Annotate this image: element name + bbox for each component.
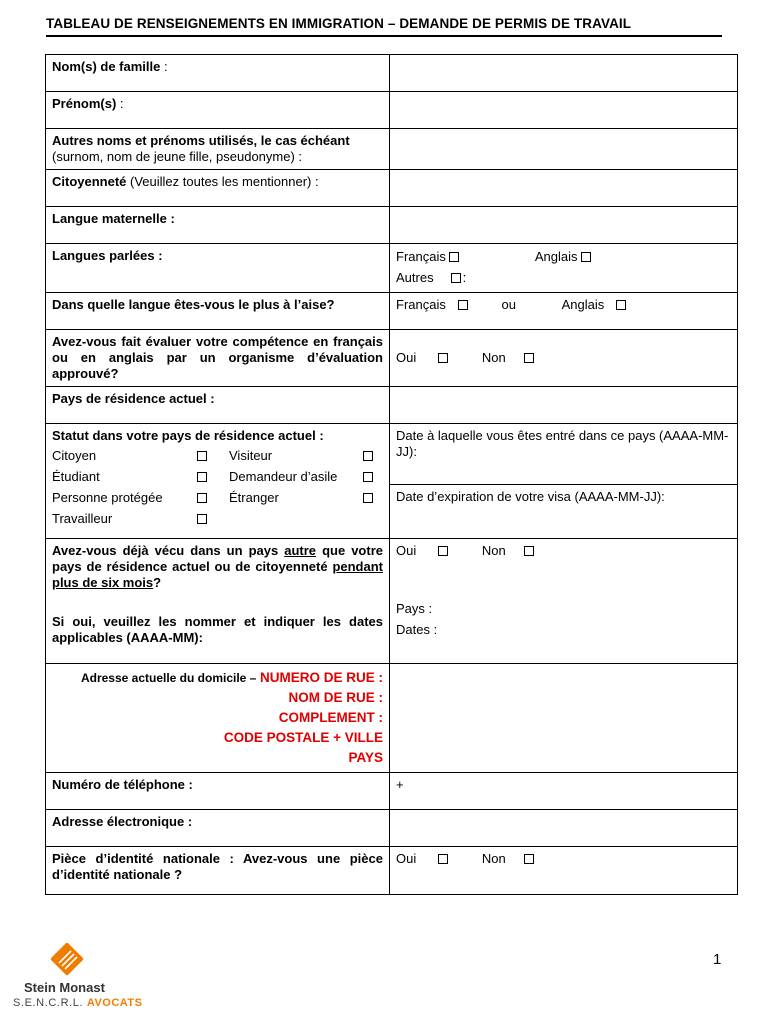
table-row [46, 810, 738, 847]
table-row [46, 170, 738, 207]
label-telephone: Numéro de téléphone : [46, 773, 390, 810]
label-pays-residence: Pays de résidence actuel : [46, 387, 390, 424]
stein-monast-logo [12, 940, 143, 1015]
date-visa-field[interactable] [390, 485, 738, 539]
statut-visiteur-label: Visiteur [229, 448, 273, 463]
non-label: Non [481, 851, 506, 866]
pays-field[interactable]: Pays : [396, 601, 433, 616]
label-vecu: Avez-vous déjà vécu dans un pays autre que votre pays de résidence actuel ou de citoyenneté pendant plus de six mois? [52, 543, 383, 590]
label-evaluation: Avez-vous fait évaluer votre compétence en français ou en anglais par un organisme d’évaluation approuvé? [46, 330, 390, 387]
adresse-cell [46, 664, 390, 773]
input-prenom[interactable] [390, 92, 738, 129]
checkbox-anglais-aise[interactable] [616, 300, 626, 310]
label-email: Adresse électronique : [46, 810, 390, 847]
checkbox-personne-protegee[interactable] [194, 488, 207, 508]
option-autres-label: Autres [396, 269, 434, 285]
adresse-line-numero: NUMERO DE RUE : [259, 670, 383, 685]
label-adresse: Adresse actuelle du domicile – [80, 671, 257, 685]
label-statut: Statut dans votre pays de résidence actuel : [52, 428, 324, 443]
checkbox-oui-piece[interactable] [438, 854, 448, 864]
input-pays-residence[interactable] [390, 387, 738, 424]
table-row [46, 293, 738, 330]
checkbox-non-vecu[interactable] [524, 546, 534, 556]
date-visa-label: Date d’expiration de votre visa (AAAA-MM-JJ): [396, 489, 665, 504]
oui-label: Oui [396, 350, 417, 365]
table-row [46, 55, 738, 92]
logo-mark-icon [50, 942, 84, 976]
checkbox-visiteur[interactable] [360, 446, 373, 466]
input-langue-maternelle[interactable] [390, 207, 738, 244]
option-anglais-label: Anglais [561, 297, 605, 312]
logo-name: Stein Monast [24, 980, 105, 995]
table-row [46, 244, 738, 293]
adresse-line-code-postal: CODE POSTALE + VILLE [223, 730, 383, 745]
statut-citoyen-label: Citoyen [52, 448, 97, 463]
separator-ou: ou [501, 297, 516, 312]
langue-aise-options [390, 293, 738, 330]
evaluation-options [390, 330, 738, 387]
immigration-form-table [45, 54, 738, 895]
checkbox-anglais[interactable] [581, 252, 591, 262]
dates-field[interactable]: Dates : [396, 622, 438, 637]
label-langue-aise: Dans quelle langue êtes-vous le plus à l’aise? [46, 293, 390, 330]
input-telephone[interactable] [390, 773, 738, 810]
checkbox-non-piece[interactable] [524, 854, 534, 864]
input-nom-de-famille[interactable] [390, 55, 738, 92]
table-row [46, 664, 738, 773]
statut-etudiant-label: Étudiant [52, 469, 100, 484]
input-adresse[interactable] [390, 664, 738, 773]
option-anglais-label: Anglais [534, 248, 578, 264]
table-row [46, 539, 738, 664]
vecu-answer-cell [390, 539, 738, 664]
option-francais-label: Français [396, 248, 446, 264]
label-langues-parlees: Langues parlées : [46, 244, 390, 293]
logo-subtitle: S.E.N.C.R.L. AVOCATS [13, 997, 143, 1009]
checkbox-autres[interactable] [451, 273, 461, 283]
label-si-oui: Si oui, veuillez les nommer et indiquer les dates applicables (AAAA-MM): [52, 614, 383, 645]
input-autres-noms[interactable] [390, 129, 738, 170]
table-row [46, 207, 738, 244]
checkbox-travailleur[interactable] [194, 509, 207, 529]
date-entree-field[interactable] [390, 424, 738, 485]
adresse-line-complement: COMPLEMENT : [278, 710, 383, 725]
checkbox-francais-aise[interactable] [458, 300, 468, 310]
label-prenom: Prénom(s) : [46, 92, 390, 129]
statut-demandeur-asile-label: Demandeur d’asile [229, 469, 338, 484]
table-row [46, 424, 738, 485]
checkbox-citoyen[interactable] [194, 446, 207, 466]
non-label: Non [481, 350, 506, 365]
table-row [46, 773, 738, 810]
vecu-cell [46, 539, 390, 664]
date-entree-label: Date à laquelle vous êtes entré dans ce pays (AAAA-MM-JJ): [396, 428, 729, 459]
statut-cell [46, 424, 390, 539]
checkbox-non-evaluation[interactable] [524, 353, 534, 363]
piece-identite-options [390, 847, 738, 895]
telephone-prefix: + [396, 777, 404, 792]
page-number: 1 [713, 951, 722, 968]
label-nom-de-famille: Nom(s) de famille : [46, 55, 390, 92]
option-francais-label: Français [396, 297, 446, 312]
adresse-line-pays: PAYS [348, 750, 383, 765]
table-row [46, 847, 738, 895]
page-title: TABLEAU DE RENSEIGNEMENTS EN IMMIGRATION – DEMANDE DE PERMIS DE TRAVAIL [46, 16, 722, 37]
input-email[interactable] [390, 810, 738, 847]
label-autres-noms: Autres noms et prénoms utilisés, le cas échéant (surnom, nom de jeune fille, pseudonyme) : [46, 129, 390, 170]
langues-parlees-options [390, 244, 738, 293]
checkbox-etranger[interactable] [360, 488, 373, 508]
autres-colon: : [462, 269, 467, 285]
statut-personne-protegee-label: Personne protégée [52, 490, 163, 505]
table-row [46, 387, 738, 424]
checkbox-oui-vecu[interactable] [438, 546, 448, 556]
input-citoyennete[interactable] [390, 170, 738, 207]
table-row [46, 330, 738, 387]
table-row [46, 92, 738, 129]
label-piece-identite: Pièce d’identité nationale : Avez-vous une pièce d’identité nationale ? [46, 847, 390, 895]
table-row [46, 129, 738, 170]
label-langue-maternelle: Langue maternelle : [46, 207, 390, 244]
statut-etranger-label: Étranger [229, 490, 279, 505]
oui-label: Oui [396, 851, 417, 866]
non-label: Non [481, 543, 506, 558]
adresse-line-nom-rue: NOM DE RUE : [288, 690, 383, 705]
checkbox-demandeur-asile[interactable] [360, 467, 373, 487]
statut-options [52, 446, 383, 530]
checkbox-oui-evaluation[interactable] [438, 353, 448, 363]
statut-travailleur-label: Travailleur [52, 511, 113, 526]
oui-label: Oui [396, 543, 417, 558]
label-citoyennete: Citoyenneté (Veuillez toutes les mentionner) : [46, 170, 390, 207]
checkbox-francais[interactable] [449, 252, 459, 262]
checkbox-etudiant[interactable] [194, 467, 207, 487]
